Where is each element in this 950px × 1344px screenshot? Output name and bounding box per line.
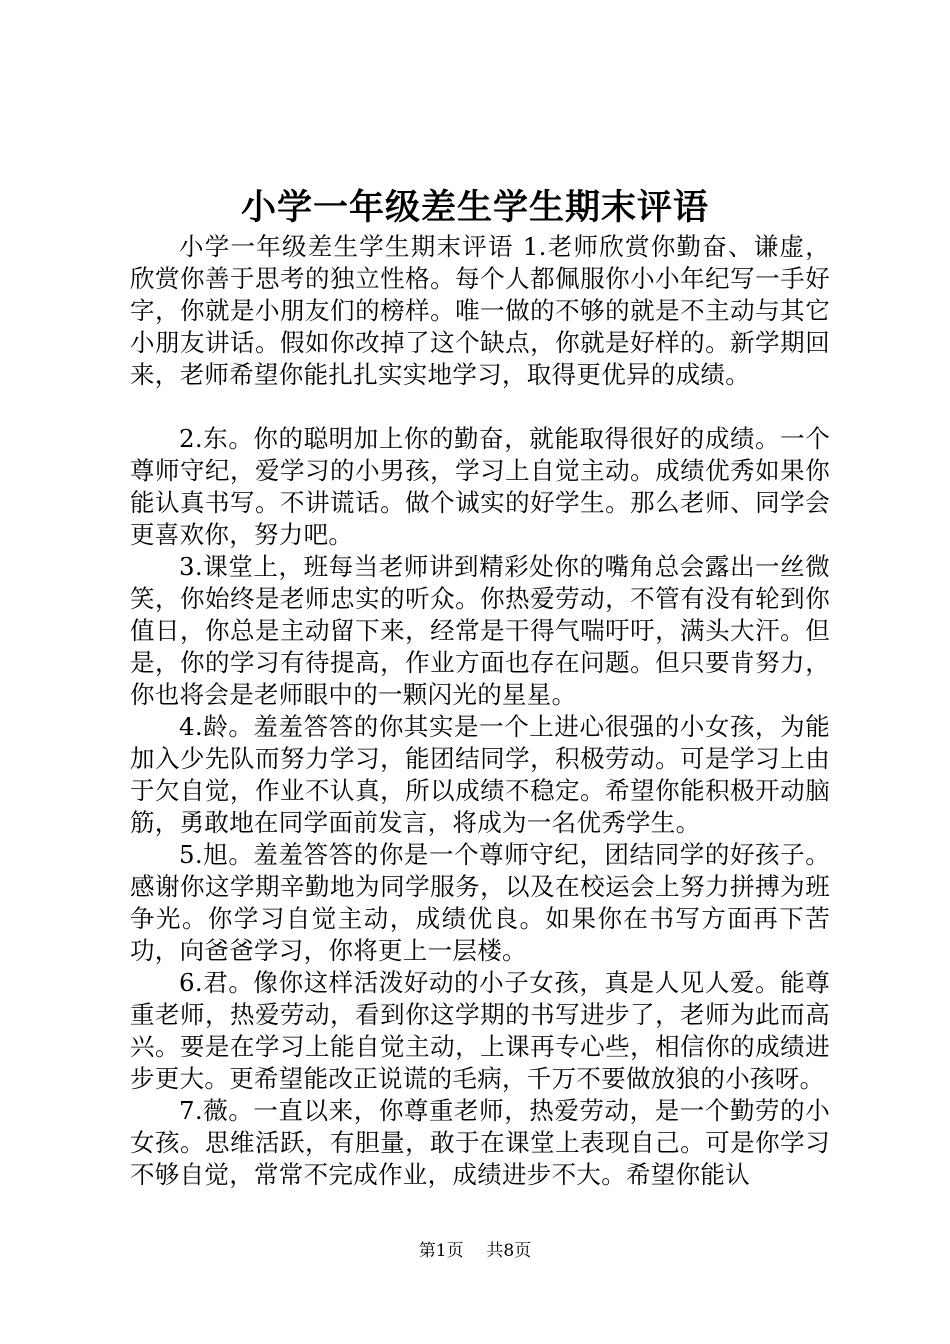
paragraph: 2.东。你的聪明加上你的勤奋，就能取得很好的成绩。一个尊师守纪，爱学习的小男孩，学习上自觉主动。成绩优秀如果你能认真书写。不讲谎话。做个诚实的好学生。那么老师、同学会更喜欢你，努力吧。 bbox=[130, 424, 830, 549]
paragraph: 7.薇。一直以来，你尊重老师，热爱劳动，是一个勤劳的小女孩。思维活跃，有胆量，敢于在课堂上表现自己。可是你学习不够自觉，常常不完成作业，成绩进步不大。希望你能认 bbox=[130, 1096, 830, 1189]
paragraph: 5.旭。羞羞答答的你是一个尊师守纪，团结同学的好孩子。感谢你这学期辛勤地为同学服务，以及在校运会上努力拼搏为班争光。你学习自觉主动，成绩优良。如果你在书写方面再下苦功，向爸爸学习，你将更上一层楼。 bbox=[130, 840, 830, 965]
document-title: 小学一年级差生学生期末评语 bbox=[240, 187, 709, 228]
page-footer bbox=[0, 1238, 950, 1264]
paragraph: 小学一年级差生学生期末评语 1.老师欣赏你勤奋、谦虚，欣赏你善于思考的独立性格。每个人都佩服你小小年纪写一手好字，你就是小朋友们的榜样。唯一做的不够的就是不主动与其它小朋友讲话。假如你改掉了这个缺点，你就是好样的。新学期回来，老师希望你能扎扎实实地学习，取得更优异的成绩。 bbox=[130, 232, 830, 389]
paragraph: 6.君。像你这样活泼好动的小子女孩，真是人见人爱。能尊重老师，热爱劳动，看到你这学期的书写进步了，老师为此而高兴。要是在学习上能自觉主动，上课再专心些，相信你的成绩进步更大。更希望能改正说谎的毛病，千万不要做放狼的小孩呀。 bbox=[130, 968, 830, 1093]
page-number: 第1页 bbox=[418, 1241, 464, 1261]
paragraph: 4.龄。羞羞答答的你其实是一个上进心很强的小女孩，为能加入少先队而努力学习，能团结同学，积极劳动。可是学习上由于欠自觉，作业不认真，所以成绩不稳定。希望你能积极开动脑筋，勇敢地在同学面前发言，将成为一名优秀学生。 bbox=[130, 712, 830, 837]
document-body bbox=[130, 231, 830, 1191]
page-total: 共8页 bbox=[486, 1241, 532, 1261]
paragraph: 3.课堂上，班每当老师讲到精彩处你的嘴角总会露出一丝微笑，你始终是老师忠实的听众。你热爱劳动，不管有没有轮到你值日，你总是主动留下来，经常是干得气喘吁吁，满头大汗。但是，你的学习有待提高，作业方面也存在问题。但只要肯努力，你也将会是老师眼中的一颗闪光的星星。 bbox=[130, 552, 830, 709]
